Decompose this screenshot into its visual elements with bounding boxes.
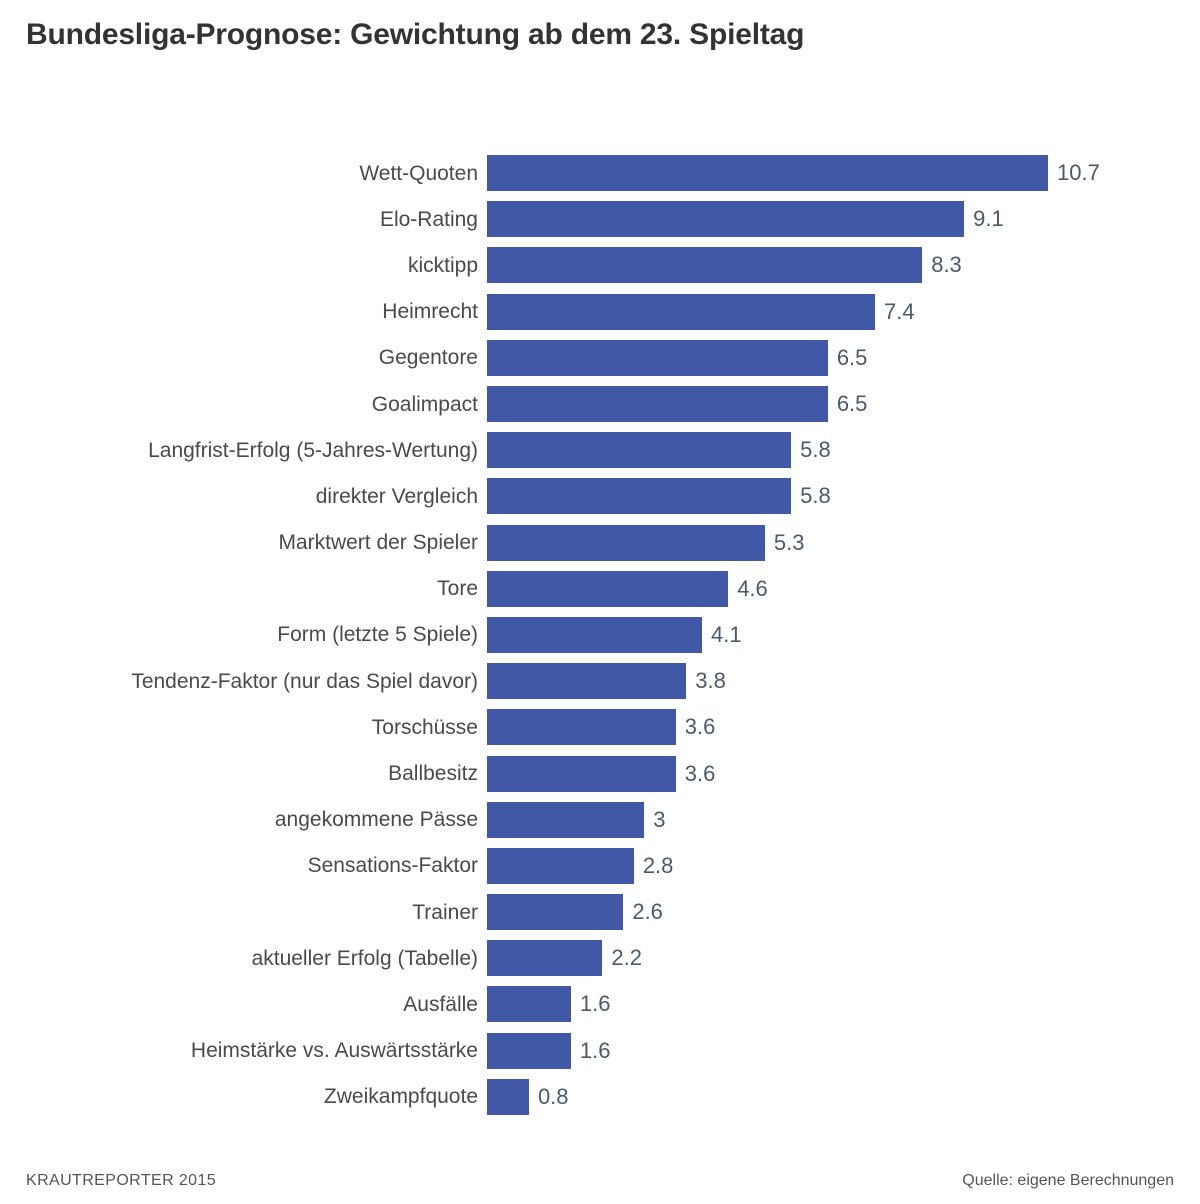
bar-track: [487, 566, 1200, 612]
bar-value-label: 9.1: [973, 206, 1004, 232]
bar: [487, 478, 791, 514]
bar: [487, 155, 1048, 191]
bar-track: [487, 289, 1200, 335]
bar-category-label: Wett-Quoten: [359, 161, 478, 185]
bar-category-label: direkter Vergleich: [315, 484, 478, 508]
bar: [487, 340, 828, 376]
bar-track: [487, 196, 1200, 242]
footer-source-right: Quelle: eigene Berechnungen: [962, 1172, 1174, 1189]
bar-track: [487, 797, 1200, 843]
bar-value-label: 3.6: [684, 714, 716, 740]
bar-track: [487, 935, 1200, 981]
bar-row: [0, 381, 1200, 427]
bar: [487, 756, 676, 792]
bar: [487, 525, 765, 561]
bar-row: [0, 427, 1200, 473]
bar-track: [487, 1074, 1200, 1120]
bar-track: [487, 520, 1200, 566]
bar-row: [0, 1028, 1200, 1074]
bar-value-label: 7.4: [884, 298, 915, 324]
bar-category-label: Tore: [437, 577, 478, 601]
bar-chart-plot: [0, 150, 1200, 1120]
bar-row: [0, 750, 1200, 796]
bar: [487, 802, 644, 838]
bar-row: [0, 196, 1200, 242]
bar-row: [0, 889, 1200, 935]
bar-value-label: 3.6: [684, 760, 716, 786]
bar-category-label: Goalimpact: [371, 392, 478, 416]
bar-value-label: 8.3: [931, 252, 962, 278]
bar-category-label: Zweikampfquote: [323, 1085, 478, 1109]
bar-category-label: Trainer: [412, 900, 478, 924]
bar-category-label: Heimrecht: [382, 300, 478, 324]
bar: [487, 1079, 529, 1115]
bar-track: [487, 381, 1200, 427]
bar-row: [0, 981, 1200, 1027]
bar-category-label: kicktipp: [407, 253, 478, 277]
bar-value-label: 2.6: [632, 899, 663, 925]
bar-track: [487, 473, 1200, 519]
bar-track: [487, 750, 1200, 796]
bar-category-label: Marktwert der Spieler: [278, 531, 478, 555]
bar-row: [0, 566, 1200, 612]
bar-row: [0, 658, 1200, 704]
bar-row: [0, 612, 1200, 658]
bar-track: [487, 658, 1200, 704]
footer-source-left: KRAUTREPORTER 2015: [26, 1172, 217, 1189]
bar-row: [0, 797, 1200, 843]
bar: [487, 986, 571, 1022]
bar-category-label: Ballbesitz: [388, 762, 478, 786]
bar-value-label: 6.5: [836, 344, 868, 370]
bar-category-label: Langfrist-Erfolg (5-Jahres-Wertung): [148, 438, 478, 462]
bar: [487, 894, 623, 930]
bar: [487, 1033, 571, 1069]
bar-row: [0, 935, 1200, 981]
bar-track: [487, 704, 1200, 750]
bar-category-label: angekommene Pässe: [274, 808, 478, 832]
bar-row: [0, 242, 1200, 288]
bar-value-label: 0.8: [537, 1083, 569, 1109]
bar-category-label: aktueller Erfolg (Tabelle): [251, 946, 478, 970]
bar-category-label: Tendenz-Faktor (nur das Spiel davor): [131, 669, 478, 693]
bar-category-label: Ausfälle: [403, 992, 478, 1016]
bar-value-label: 4.6: [737, 575, 768, 601]
bar: [487, 571, 728, 607]
bar-category-label: Sensations-Faktor: [307, 854, 478, 878]
bar-value-label: 5.8: [800, 437, 831, 463]
bar-row: [0, 335, 1200, 381]
bar: [487, 663, 686, 699]
bar-track: [487, 612, 1200, 658]
bar: [487, 709, 676, 745]
bar-track: [487, 427, 1200, 473]
bar: [487, 201, 964, 237]
bar-category-label: Torschüsse: [371, 715, 478, 739]
bar-row: [0, 289, 1200, 335]
bar-track: [487, 242, 1200, 288]
bar-row: [0, 150, 1200, 196]
bar-track: [487, 335, 1200, 381]
page-title: Bundesliga-Prognose: Gewichtung ab dem 23. Spieltag: [26, 18, 805, 51]
bar-row: [0, 704, 1200, 750]
bar-row: [0, 1074, 1200, 1120]
bar-value-label: 10.7: [1057, 160, 1100, 186]
bar: [487, 940, 602, 976]
bar-category-label: Elo-Rating: [379, 207, 478, 231]
bar-row: [0, 843, 1200, 889]
bar-track: [487, 843, 1200, 889]
bar-value-label: 2.2: [611, 945, 642, 971]
bar-track: [487, 981, 1200, 1027]
bar-value-label: 5.3: [773, 529, 805, 555]
bar-track: [487, 150, 1200, 196]
bar: [487, 294, 875, 330]
bar-value-label: 2.8: [642, 852, 674, 878]
bar-category-label: Form (letzte 5 Spiele): [277, 623, 478, 647]
bar-value-label: 3: [653, 806, 666, 832]
bar-category-label: Heimstärke vs. Auswärtsstärke: [190, 1039, 478, 1063]
bar-track: [487, 889, 1200, 935]
bar: [487, 432, 791, 468]
bar: [487, 848, 634, 884]
bar-value-label: 6.5: [836, 391, 868, 417]
bar: [487, 617, 702, 653]
bar-value-label: 1.6: [579, 1037, 611, 1063]
bar-category-label: Gegentore: [378, 346, 478, 370]
bar: [487, 386, 828, 422]
bar-value-label: 5.8: [800, 483, 831, 509]
bar-track: [487, 1028, 1200, 1074]
bar-value-label: 1.6: [579, 991, 611, 1017]
bar: [487, 247, 922, 283]
bar-value-label: 3.8: [695, 668, 726, 694]
bar-value-label: 4.1: [710, 621, 742, 647]
bar-row: [0, 473, 1200, 519]
bar-row: [0, 520, 1200, 566]
